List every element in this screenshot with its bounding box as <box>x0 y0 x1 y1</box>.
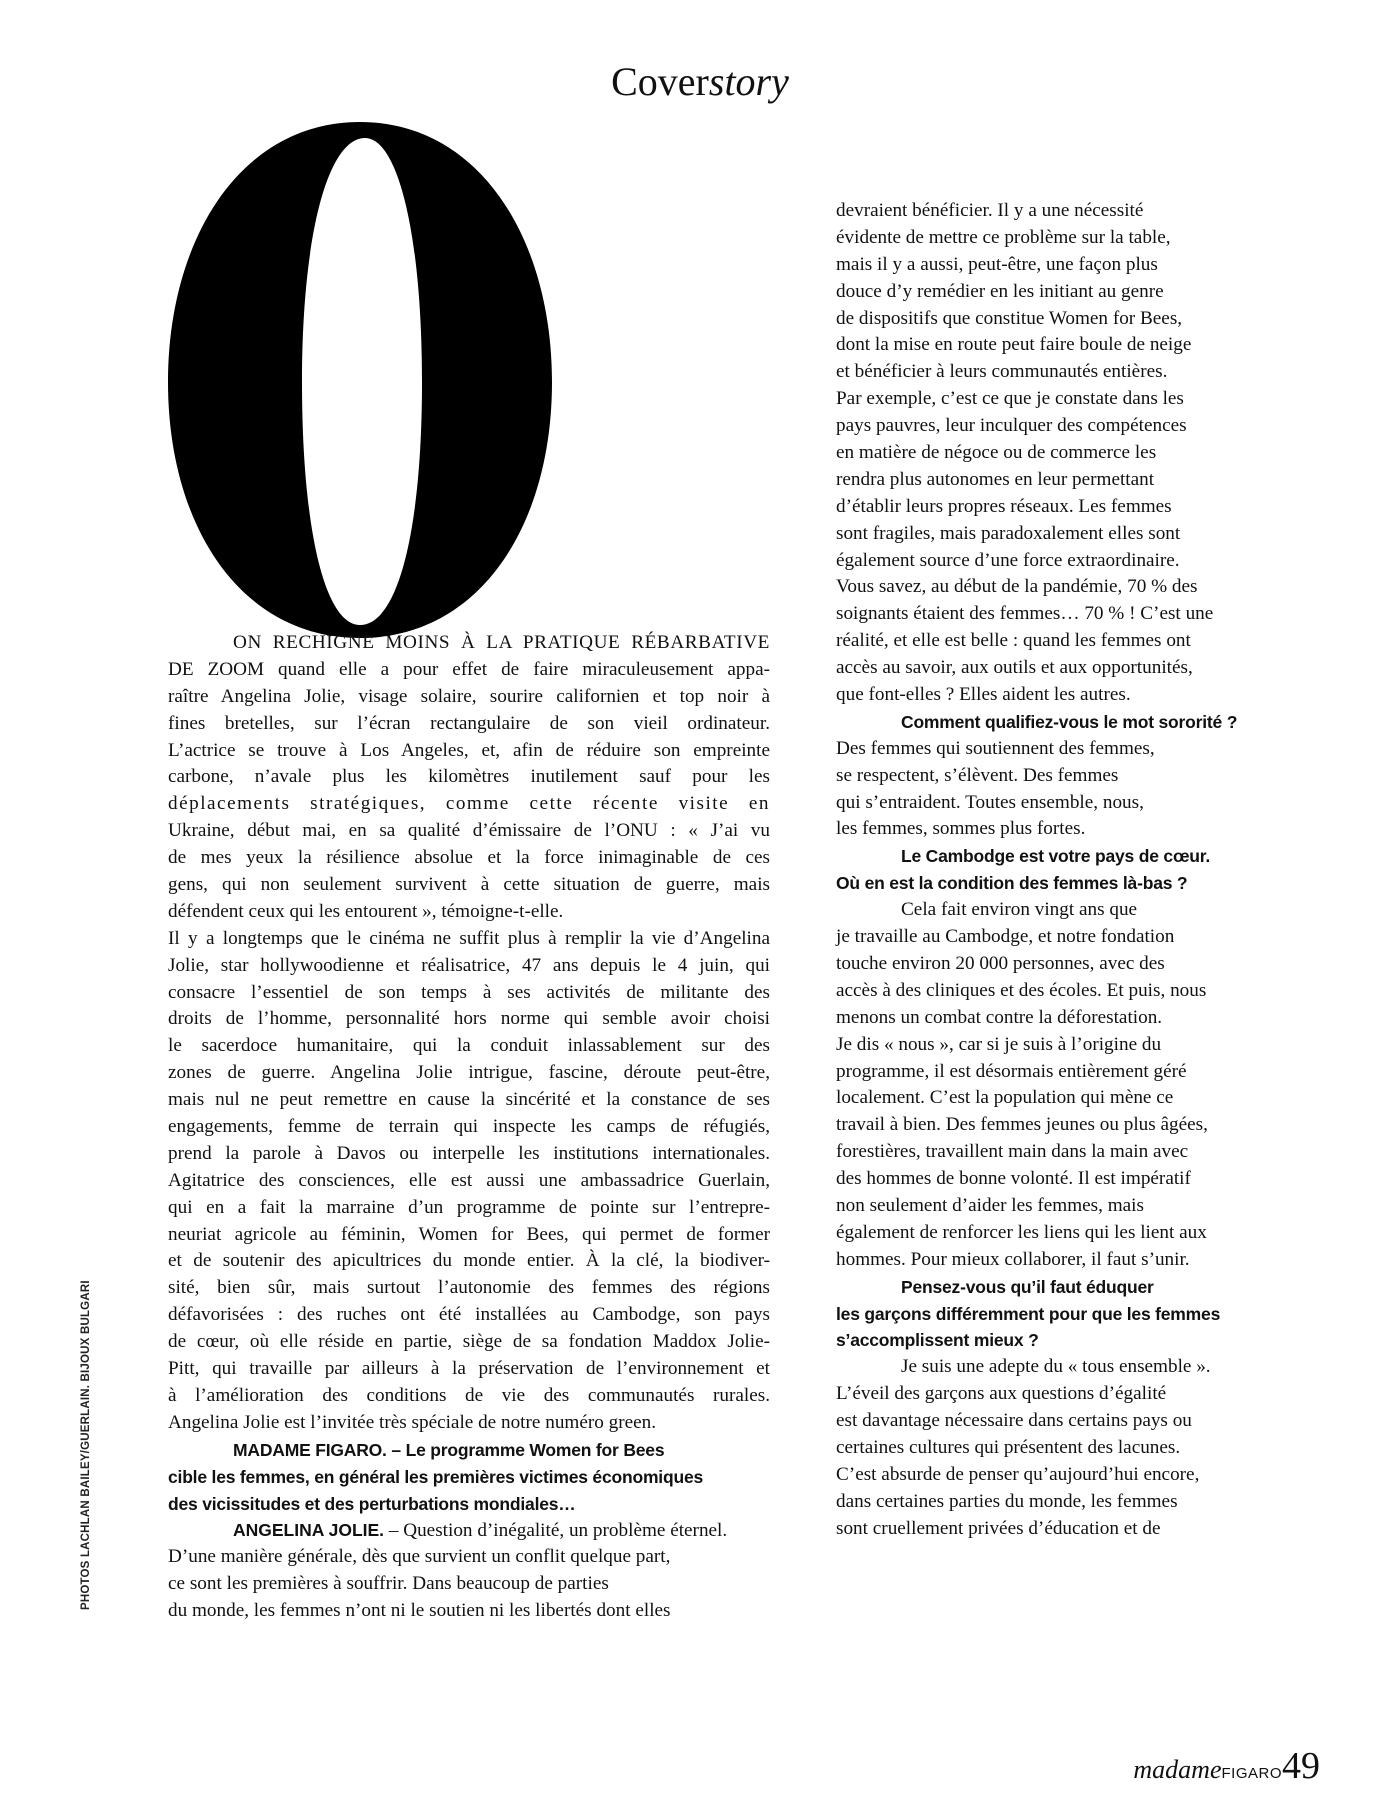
question-4 <box>836 1274 1254 1355</box>
question-line: les garçons différemment pour que les femmes <box>836 1303 1221 1324</box>
body-text-line: d’établir leurs propres réseaux. Les femmes <box>836 495 1172 517</box>
body-text-line: consacre l’essentiel de son temps à ses activités de militante des <box>168 981 770 1003</box>
body-text-line: Je dis « nous », car si je suis à l’origine du <box>836 1033 1162 1055</box>
body-text-line: Pitt, qui travaille par ailleurs à la préservation de l’environnement et <box>168 1358 770 1380</box>
section-header <box>0 58 1400 105</box>
body-text-line: également de renforcer les liens qui les lient aux <box>836 1221 1207 1243</box>
body-text-line: qui s’entraident. Toutes ensemble, nous, <box>836 791 1144 813</box>
body-text-line: se respectent, s’élèvent. Des femmes <box>836 764 1119 786</box>
answer-3 <box>836 897 1254 1273</box>
body-text-line: sont cruellement privées d’éducation et de <box>836 1517 1161 1539</box>
body-text-line: rendra plus autonomes en leur permettant <box>836 468 1155 490</box>
magazine-name-figaro: FIGARO <box>1221 1765 1282 1782</box>
answer-1-continued <box>836 198 1254 709</box>
body-text-line: devraient bénéficier. Il y a une nécessité <box>836 200 1144 221</box>
body-text-line: accès au savoir, aux outils et aux opportunités, <box>836 657 1193 679</box>
photo-credit: PHOTOS LACHLAN BAILEY/GUERLAIN. BIJOUX BULGARI <box>80 1280 92 1610</box>
body-text-line: est davantage nécessaire dans certains pays ou <box>836 1410 1192 1432</box>
left-intro-text <box>168 630 770 1437</box>
body-text-line: déplacements stratégiques, comme cette récente visite en <box>168 793 770 815</box>
body-text-line: sité, bien sûr, mais surtout l’autonomie des femmes des régions <box>168 1277 770 1299</box>
question-line: Le Cambodge est votre pays de cœur. <box>901 846 1211 867</box>
answer-1-line: D’une manière générale, dès que survient un conflit quelque part, <box>168 1546 671 1568</box>
body-text-line: à l’amélioration des conditions de vie des communautés rurales. <box>168 1384 770 1406</box>
body-text-line: que font-elles ? Elles aident les autres. <box>836 684 1131 706</box>
body-text-line: C’est absurde de penser qu’aujourd’hui encore, <box>836 1463 1200 1485</box>
body-text-line: dans certaines parties du monde, les femmes <box>836 1490 1178 1512</box>
question-line: Comment qualifiez-vous le mot sororité ? <box>901 711 1238 732</box>
body-text-line: non seulement d’aider les femmes, mais <box>836 1194 1144 1216</box>
body-text-line: Jolie, star hollywoodienne et réalisatrice, 47 ans depuis le 4 juin, qui <box>168 954 770 976</box>
body-text-line: de dispositifs que constitue Women for Bees, <box>836 307 1183 329</box>
answer-1-line: ce sont les premières à souffrir. Dans beaucoup de parties <box>168 1573 609 1595</box>
question-3 <box>836 843 1254 897</box>
body-text-line: localement. C’est la population qui mène ce <box>836 1087 1174 1109</box>
body-text-line: de cœur, où elle réside en partie, siège de sa fondation Maddox Jolie- <box>168 1331 770 1353</box>
body-text-line: Par exemple, c’est ce que je constate dans les <box>836 388 1184 410</box>
body-text-line: évidente de mettre ce problème sur la table, <box>836 226 1171 248</box>
body-text-line: certaines cultures qui présentent des lacunes. <box>836 1436 1181 1458</box>
body-text-line: des hommes de bonne volonté. Il est impératif <box>836 1168 1191 1190</box>
answer-1-first-text: – Question d’inégalité, un problème éternel. <box>384 1520 728 1542</box>
body-text-line: défavorisées : des ruches ont été installées au Cambodge, son pays <box>168 1304 770 1326</box>
body-text-line: Agitatrice des consciences, elle est aussi une ambassadrice Guerlain, <box>168 1169 770 1191</box>
body-text-line: zones de guerre. Angelina Jolie intrigue, fascine, déroute peut-être, <box>168 1062 770 1084</box>
body-text-line: Je suis une adepte du « tous ensemble ». <box>901 1356 1211 1378</box>
drop-cap <box>160 120 560 640</box>
body-text-line: gens, qui non seulement survivent à cette situation de guerre, mais <box>168 874 770 896</box>
question-2 <box>836 709 1254 736</box>
body-text-line: Cela fait environ vingt ans que <box>901 899 1138 921</box>
body-text-line: pays pauvres, leur inculquer des compétences <box>836 415 1187 437</box>
page-footer <box>1133 1744 1320 1788</box>
body-text-line: droits de l’homme, personnalité hors norme qui semble avoir choisi <box>168 1008 770 1030</box>
body-text-line: le sacerdoce humanitaire, qui la conduit inlassablement sur des <box>168 1035 770 1057</box>
right-column <box>836 198 1254 1543</box>
body-text-line: travail à bien. Des femmes jeunes ou plus âgées, <box>836 1114 1208 1136</box>
body-text-line: L’actrice se trouve à Los Angeles, et, afin de réduire son empreinte <box>168 739 770 761</box>
body-text-line: programme, il est désormais entièrement géré <box>836 1060 1187 1082</box>
answer-1-first-line <box>168 1517 770 1544</box>
body-text-line: fines bretelles, sur l’écran rectangulaire de son vieil ordinateur. <box>168 712 770 734</box>
body-text-line: Des femmes qui soutiennent des femmes, <box>836 737 1155 759</box>
left-column <box>168 630 770 1625</box>
drop-cap-glyph <box>160 120 560 640</box>
body-text-line: engagements, femme de terrain qui inspecte les camps de réfugiés, <box>168 1116 770 1138</box>
answer-4 <box>836 1354 1254 1542</box>
body-text-line: les femmes, sommes plus fortes. <box>836 818 1086 840</box>
body-text-line: en matière de négoce ou de commerce les <box>836 442 1157 464</box>
body-text-line: ON RECHIGNE MOINS À LA PRATIQUE RÉBARBATIVE <box>233 632 770 653</box>
body-text-line: également source d’une force extraordinaire. <box>836 549 1180 571</box>
body-text-line: raître Angelina Jolie, visage solaire, sourire californien et top noir à <box>168 685 770 707</box>
body-text-line: défendent ceux qui les entourent », témoigne-t-elle. <box>168 900 564 922</box>
body-text-line: qui en a fait la marraine d’un programme de pointe sur l’entrepre- <box>168 1196 770 1218</box>
question-line: s’accomplissent mieux ? <box>836 1330 1039 1351</box>
interviewee-name: ANGELINA JOLIE. <box>233 1520 385 1541</box>
body-text-line: sont fragiles, mais paradoxalement elles sont <box>836 522 1181 544</box>
body-text-line: Ukraine, début mai, en sa qualité d’émissaire de l’ONU : « J’ai vu <box>168 820 770 842</box>
body-text-line: soignants étaient des femmes… 70 % ! C’est une <box>836 603 1214 625</box>
body-text-line: et bénéficier à leurs communautés entières. <box>836 361 1168 383</box>
body-text-line: menons un combat contre la déforestation. <box>836 1006 1163 1028</box>
body-text-line: neuriat agricole au féminin, Women for Bees, qui permet de former <box>168 1223 770 1245</box>
body-text-line: réalité, et elle est belle : quand les femmes ont <box>836 630 1191 652</box>
body-text-line: mais nul ne peut remettre en cause la sincérité et la constance de ses <box>168 1089 770 1111</box>
answer-1-line: du monde, les femmes n’ont ni le soutien ni les libertés dont elles <box>168 1600 671 1622</box>
body-text-line: Vous savez, au début de la pandémie, 70 % des <box>836 576 1198 598</box>
body-text-line: DE ZOOM quand elle a pour effet de faire miraculeusement appa- <box>168 658 770 680</box>
body-text-line: forestières, travaillent main dans la main avec <box>836 1141 1189 1163</box>
question-1-line: cible les femmes, en général les premières victimes économiques <box>168 1466 704 1487</box>
body-text-line: accès à des cliniques et des écoles. Et puis, nous <box>836 979 1207 1001</box>
body-text-line: prend la parole à Davos ou interpelle les institutions internationales. <box>168 1142 770 1164</box>
body-text-line: je travaille au Cambodge, et notre fondation <box>836 926 1175 948</box>
section-header-word2: story <box>708 59 789 104</box>
body-text-line: douce d’y remédier en les initiant au genre <box>836 280 1164 302</box>
body-text-line: dont la mise en route peut faire boule de neige <box>836 334 1192 356</box>
body-text-line: hommes. Pour mieux collaborer, il faut s’unir. <box>836 1248 1190 1270</box>
answer-2 <box>836 736 1254 844</box>
body-text-line: et de soutenir des apicultrices du monde entier. À la clé, la biodiver- <box>168 1250 770 1272</box>
magazine-name-madame: madame <box>1133 1755 1222 1784</box>
section-header-word1: Cover <box>611 59 709 104</box>
page-number: 49 <box>1282 1745 1320 1787</box>
body-text-line: de mes yeux la résilience absolue et la force inimaginable de ces <box>168 847 770 869</box>
body-text-line: Il y a longtemps que le cinéma ne suffit plus à remplir la vie d’Angelina <box>168 927 770 949</box>
question-line: Pensez-vous qu’il faut éduquer <box>901 1276 1154 1297</box>
question-1-line: MADAME FIGARO. – Le programme Women for Bees <box>233 1439 665 1460</box>
body-text-line: mais il y a aussi, peut-être, une façon plus <box>836 253 1158 275</box>
question-line: Où en est la condition des femmes là-bas ? <box>836 873 1188 894</box>
body-text-line: L’éveil des garçons aux questions d’égalité <box>836 1383 1167 1405</box>
body-text-line: touche environ 20 000 personnes, avec des <box>836 952 1165 974</box>
body-text-line: Angelina Jolie est l’invitée très spéciale de notre numéro green. <box>168 1411 657 1433</box>
question-1-line: des vicissitudes et des perturbations mondiales… <box>168 1493 576 1514</box>
body-text-line: carbone, n’avale plus les kilomètres inutilement sauf pour les <box>168 766 770 788</box>
